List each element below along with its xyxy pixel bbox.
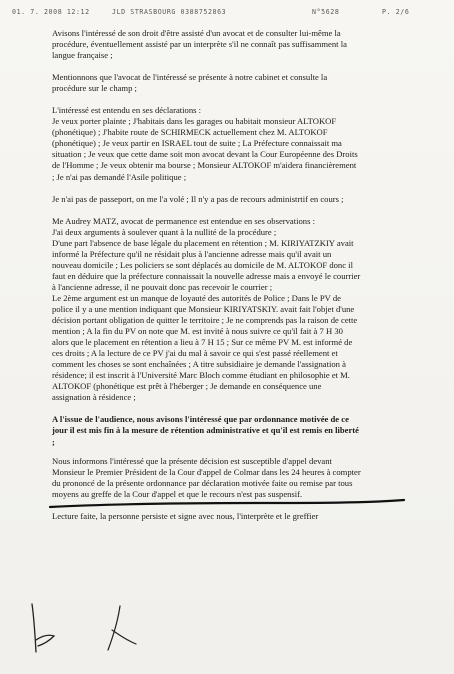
text-line: informé la Préfecture qu'il ne résidait plus à l'ancienne adresse mais qu'il avait un [52,248,332,259]
text-line: ces droits ; A la lecture de ce PV j'ai du mal à savoir ce qui s'est passé réellement et [52,348,338,359]
fax-sender: JLD STRASBOURG 0388752863 [112,8,227,16]
text-line: L'intéressé est entendu en ses déclarations : [52,105,202,116]
text-line: Je veux porter plainte ; J'habitais dans les garages ou habitait monsieur ALTOKOF [52,116,337,127]
signatures [8,600,168,660]
text-line: langue française ; [52,50,113,61]
text-line: D'une part l'absence de base légale du placement en rétention ; M. KIRIYATZKIY avait [52,237,354,248]
document-body [52,28,404,533]
paragraph-lawyer-observations [52,216,404,404]
text-line: Monsieur le Premier Président de la Cour d'appel de Colmar dans les 24 heures à compter [52,466,361,477]
text-line: ALTOKOF (phonétique est prêt à l'héberger ; Je demande en conséquence une [52,381,322,392]
paragraph-rights [52,28,404,61]
text-line: moyens au greffe de la Cour d'appel et que le recours n'est pas suspensif. [52,488,303,499]
text-line: Nous informons l'intéressé que la présente décision est susceptible d'appel devant [52,455,332,466]
decision-line: A l'issue de l'audience, nous avisons l'intéressé que par ordonnance motivée de ce [52,414,349,425]
fax-header [12,8,446,16]
text-line: Mentionnons que l'avocat de l'intéressé se présente à notre cabinet et consulte la [52,72,328,83]
text-line: police il y a une mention indiquant que Monsieur KIRIYATSKIY. avait fait l'objet d'une [52,303,355,314]
text-line: Avisons l'intéressé de son droit d'être assisté d'un avocat et de consulter lui-même la [52,28,341,38]
paragraph-declarations [52,105,404,182]
text-line: faut en déduire que la préfecture connaissait la nouvelle adresse mais a envoyé le courrier [52,270,361,281]
signature-mark [32,604,54,652]
fax-page-number: P. 2/6 [382,8,410,16]
text-line: alors que le placement en rétention a lieu à 7 H 15 ; Sur ce même PV M. est informé de [52,337,353,348]
text-line: Me Audrey MATZ, avocat de permanence est entendue en ses observations : [52,215,315,226]
text-line: de l'Homme ; Je veux obtenir ma bourse ; Monsieur ALTOKOF m'aidera financièrement [52,160,357,171]
text-line: (phonétique) ; J'habite route de SCHIRMECK actuellement chez M. ALTOKOF [52,127,328,138]
text-line: ; Je n'ai pas demandé l'Asile politique ; [52,171,187,182]
paragraph-closing [52,511,404,522]
fax-date: 01. 7. 2008 12:12 [12,8,90,16]
text-line: assignation à résidence ; [52,392,136,403]
paragraph-decision [52,414,404,447]
text-line: J'ai deux arguments à soulever quant à la nullité de la procédure ; [52,226,277,237]
paragraph-lawyer-present [52,72,404,94]
text-line: Je n'ai pas de passeport, on me l'a volé ; Il n'y a pas de recours administrtif en cours ; [52,193,344,204]
paragraph-passport [52,194,404,205]
text-line: résidence; il est inscrit à l'Université Marc Bloch comme étudiant en philosophie et M. [52,370,350,381]
text-line: (phonétique) ; Je veux partir en ISRAEL tout de suite ; La Préfecture connaissait ma [52,138,342,149]
paragraph-appeal [52,456,404,500]
text-line: nouveau domicile ; Les policiers se sont déplacés au domicile de M. ALTOKOF donc il [52,259,353,270]
text-line: Le 2ème argument est un manque de loyauté des autorités de Police ; Dans le PV de [52,292,341,303]
decision-line: jour il est mis fin à la mesure de rétention administrative et qu'il est remis en liberté [52,425,359,436]
signature-mark [108,606,136,650]
text-line: mention ; A la fin du PV on note que M. est invité à nous suivre ce qu'il fait à 7 H 30 [52,326,343,337]
text-line: du prononcé de la présente ordonnance par déclaration motivée faite ou remise par tous [52,477,353,488]
text-line: procédure sur le champ ; [52,83,137,94]
text-line: à l'ancienne adresse, il ne pouvait donc pas recevoir le courrier ; [52,281,273,292]
decision-line: ; [52,436,55,447]
closing-line: Lecture faite, la personne persiste et signe avec nous, l'interprète et le greffier [52,510,319,521]
text-line: décision portant obligation de quitter le territoire ; Je ne comprends pas la raison de cette [52,315,358,326]
text-line: procédure, éventuellement assisté par un interprète s'il ne connaît pas suffisamment la [52,39,347,50]
fax-number: N°5628 [312,8,340,16]
text-line: comment les choses se sont enchaînées ; A titre subsidiaire je demande l'assignation à [52,359,346,370]
handwritten-underline [48,498,408,510]
text-line: situation ; Je veux que cette dame soit mon avocat devant la Cour Européenne des Droits [52,149,358,160]
